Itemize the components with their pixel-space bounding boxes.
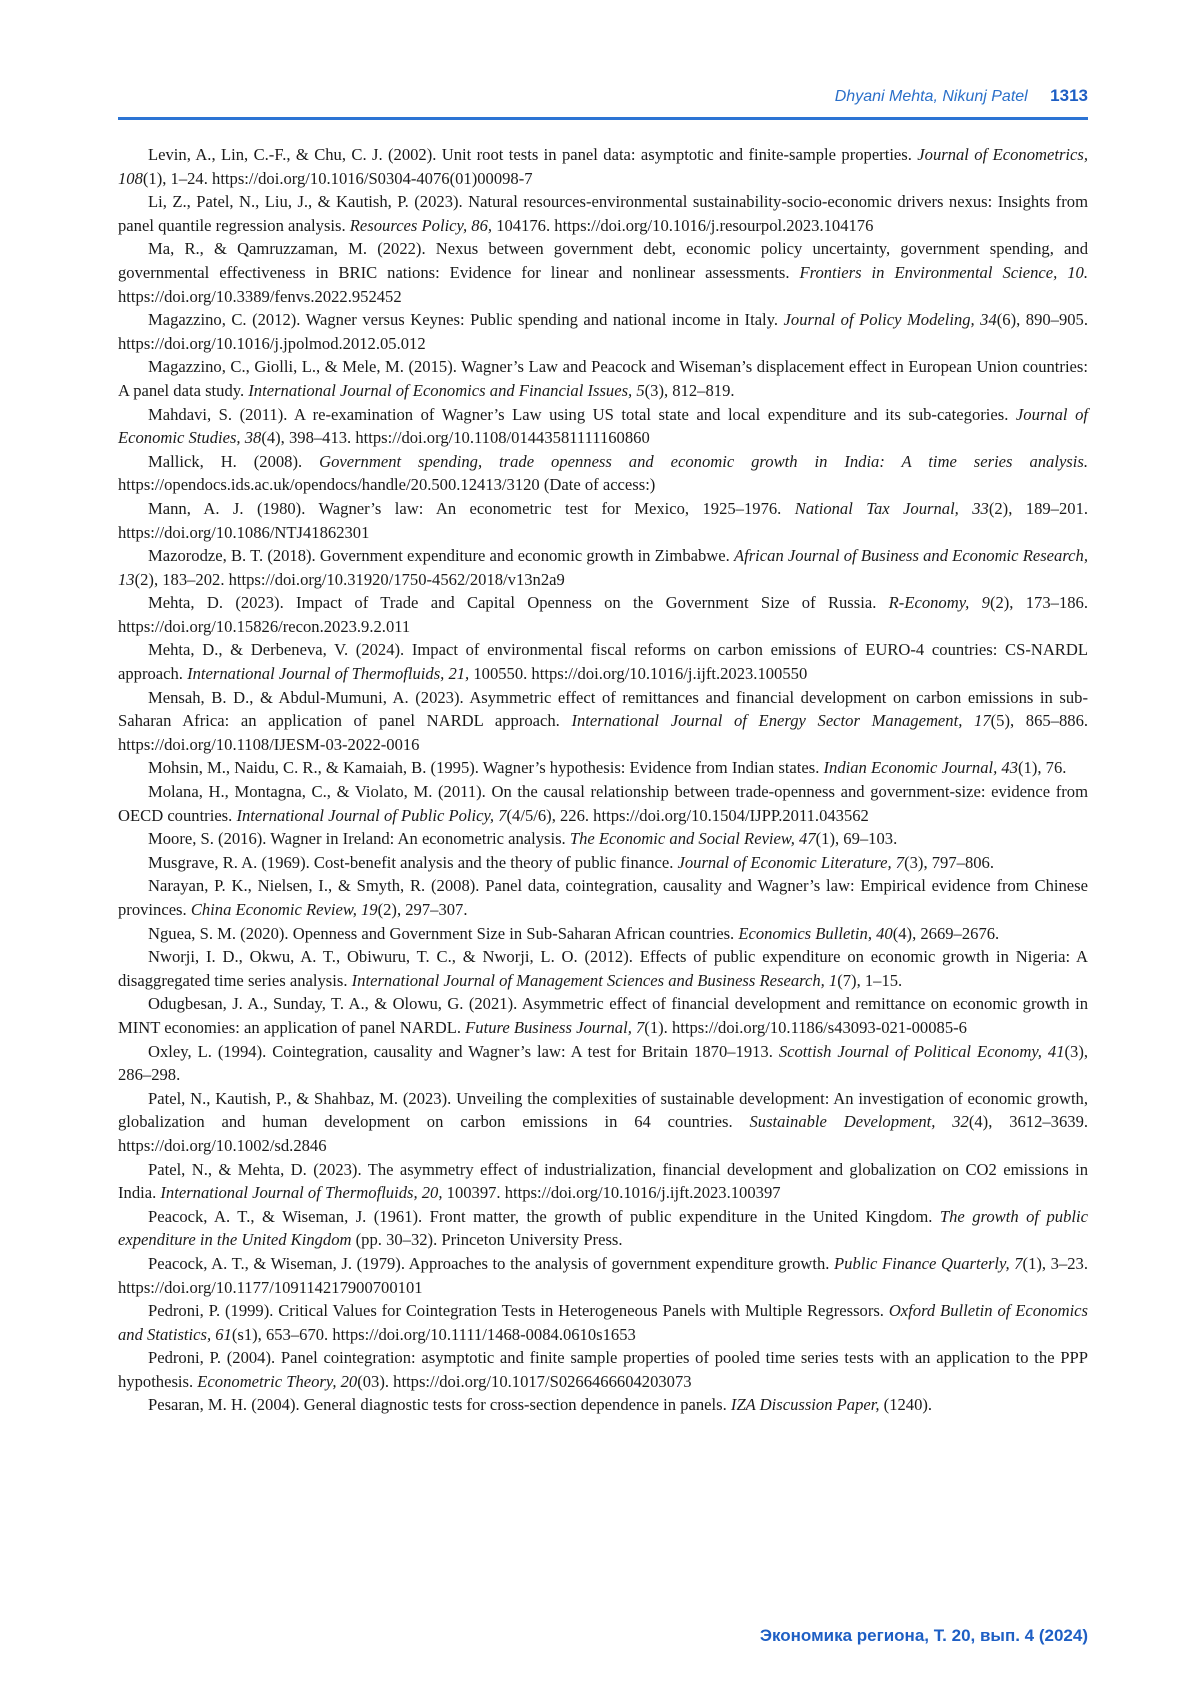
reference-details: 104176. https://doi.org/10.1016/j.resourpol.2023.104176 (492, 215, 874, 235)
reference-entry (118, 190, 1088, 237)
reference-source: The Economic and Social Review, 47 (569, 829, 816, 849)
reference-details: (4/5/6), 226. https://doi.org/10.1504/IJPP.2011.043562 (506, 805, 869, 825)
reference-details: (1), 3–23. https://doi.org/10.1177/109114217900700101 (118, 1253, 1088, 1297)
reference-entry (118, 1205, 1088, 1252)
reference-details: (1), 69–103. (815, 829, 898, 849)
reference-text: Magazzino, C., Giolli, L., & Mele, M. (2015). Wagner’s Law and Peacock and Wiseman’s displacement effect in European Union countries: A panel data study. (118, 357, 1088, 400)
reference-source: Future Business Journal, 7 (465, 1017, 645, 1037)
reference-entry (118, 922, 1088, 946)
reference-source: Resources Policy, 86, (349, 215, 493, 235)
reference-source: African Journal of Business and Economic Research, 13 (118, 546, 1088, 589)
reference-entry (118, 756, 1088, 780)
reference-details: (1). https://doi.org/10.1186/s43093-021-00085-6 (644, 1017, 967, 1037)
reference-text: Li, Z., Patel, N., Liu, J., & Kautish, P. (2023). Natural resources-environmental sustainability-socio-economic drivers nexus: Insights from panel quantile regression analysis. (118, 192, 1088, 235)
reference-details: (1), 76. (1018, 758, 1067, 778)
reference-entry (118, 1252, 1088, 1299)
reference-source: Journal of Econometrics, 108 (118, 145, 1088, 188)
reference-details: (2), 183–202. https://doi.org/10.31920/1750-4562/2018/v13n2a9 (134, 569, 565, 589)
reference-text: Pesaran, M. H. (2004). General diagnostic tests for cross-section dependence in panels. (148, 1395, 731, 1415)
header-authors: Dhyani Mehta, Nikunj Patel (834, 88, 1028, 105)
reference-source: National Tax Journal, 33 (794, 498, 989, 518)
header-rule (118, 117, 1088, 120)
reference-details: (pp. 30–32). Princeton University Press. (351, 1230, 623, 1250)
reference-source: International Journal of Thermofluids, 21, (187, 664, 470, 684)
reference-source: Journal of Economic Literature, 7 (677, 852, 905, 872)
reference-text: Mehta, D. (2023). Impact of Trade and Capital Openness on the Government Size of Russia. (148, 593, 889, 613)
reference-text: Odugbesan, J. A., Sunday, T. A., & Olowu, G. (2021). Asymmetric effect of financial development and remittance on economic growth in MINT economies: an application of panel NARDL. (118, 994, 1088, 1037)
reference-source: Journal of Policy Modeling, 34 (783, 310, 997, 330)
reference-entry (118, 1393, 1088, 1417)
reference-entry (118, 827, 1088, 851)
reference-details: 100397. https://doi.org/10.1016/j.ijft.2023.100397 (442, 1183, 781, 1203)
reference-list (118, 143, 1088, 1417)
reference-text: Mohsin, M., Naidu, C. R., & Kamaiah, B. (1995). Wagner’s hypothesis: Evidence from Indian states. (148, 758, 824, 778)
reference-details: 100550. https://doi.org/10.1016/j.ijft.2023.100550 (469, 664, 808, 684)
reference-entry (118, 686, 1088, 757)
reference-entry (118, 497, 1088, 544)
reference-source: International Journal of Management Sciences and Business Research, 1 (351, 970, 838, 990)
reference-details: (4), 3612–3639. https://doi.org/10.1002/sd.2846 (118, 1112, 1089, 1155)
reference-source: Sustainable Development, 32 (749, 1112, 969, 1132)
reference-details: (3), 797–806. (904, 852, 994, 872)
reference-entry (118, 945, 1088, 992)
reference-source: Frontiers in Environmental Science, 10. (799, 262, 1088, 282)
reference-text: Patel, N., & Mehta, D. (2023). The asymmetry effect of industrialization, financial development and globalization on CO2 emissions in India. (118, 1159, 1088, 1203)
reference-entry (118, 1087, 1088, 1158)
reference-text: Nworji, I. D., Okwu, A. T., Obiwuru, T. C., & Nworji, L. O. (2012). Effects of public expenditure on economic growth in Nigeria: A disaggregated time series analysis. (118, 947, 1088, 990)
reference-source: International Journal of Economics and Financial Issues, 5 (248, 380, 645, 400)
reference-text: Magazzino, C. (2012). Wagner versus Keynes: Public spending and national income in Italy. (148, 310, 784, 330)
reference-source: Econometric Theory, 20 (197, 1371, 358, 1391)
reference-details: (2), 189–201. https://doi.org/10.1086/NTJ41862301 (118, 498, 1089, 542)
reference-source: Oxford Bulletin of Economics and Statistics, 61 (118, 1301, 1089, 1344)
reference-details: (4), 2669–2676. (892, 923, 1000, 943)
reference-entry (118, 450, 1088, 497)
reference-source: Government spending, trade openness and economic growth in India: A time series analysis. (319, 451, 1088, 471)
reference-details: (3), 286–298. (118, 1041, 1088, 1085)
reference-entry (118, 237, 1088, 308)
reference-source: Scottish Journal of Political Economy, 41 (778, 1041, 1065, 1061)
reference-text: Nguea, S. M. (2020). Openness and Government Size in Sub-Saharan African countries. (148, 923, 739, 943)
reference-source: IZA Discussion Paper, (730, 1395, 880, 1415)
reference-text: Oxley, L. (1994). Cointegration, causality and Wagner’s law: A test for Britain 1870–1913. (148, 1041, 779, 1061)
reference-entry (118, 1299, 1088, 1346)
reference-entry (118, 403, 1088, 450)
reference-details: (1), 1–24. https://doi.org/10.1016/S0304-4076(01)00098-7 (142, 168, 533, 188)
reference-details: (s1), 653–670. https://doi.org/10.1111/1468-0084.0610s1653 (231, 1324, 636, 1344)
reference-entry (118, 992, 1088, 1039)
reference-entry (118, 308, 1088, 355)
reference-text: Patel, N., Kautish, P., & Shahbaz, M. (2023). Unveiling the complexities of sustainable development: An investigation of economic growth, globalization and human development on carbon emissions in 64 countries. (118, 1088, 1088, 1132)
reference-details: (1240). (879, 1395, 933, 1415)
reference-text: Peacock, A. T., & Wiseman, J. (1961). Front matter, the growth of public expenditure in the United Kingdom. (148, 1206, 940, 1226)
reference-text: Musgrave, R. A. (1969). Cost-benefit analysis and the theory of public finance. (148, 852, 678, 872)
reference-source: Journal of Economic Studies, 38 (118, 404, 1088, 448)
reference-text: Mahdavi, S. (2011). A re-examination of Wagner’s Law using US total state and local expenditure and its sub-categories. (148, 404, 1016, 424)
reference-entry (118, 355, 1088, 402)
reference-details: (3), 812–819. (644, 380, 735, 400)
reference-text: Mann, A. J. (1980). Wagner’s law: An econometric test for Mexico, 1925–1976. (148, 498, 795, 518)
reference-entry (118, 851, 1088, 875)
reference-text: Moore, S. (2016). Wagner in Ireland: An econometric analysis. (148, 829, 570, 849)
reference-text: Mallick, H. (2008). (148, 451, 320, 471)
reference-entry (118, 638, 1088, 685)
reference-text: Pedroni, P. (1999). Critical Values for Cointegration Tests in Heterogeneous Panels with Multiple Regressors. (148, 1301, 889, 1321)
reference-text: Levin, A., Lin, C.-F., & Chu, C. J. (2002). Unit root tests in panel data: asymptotic and finite-sample properties. (148, 145, 918, 164)
reference-details: (6), 890–905. https://doi.org/10.1016/j.jpolmod.2012.05.012 (118, 310, 1089, 353)
running-header (118, 86, 1088, 114)
reference-text: Narayan, P. K., Nielsen, I., & Smyth, R. (2008). Panel data, cointegration, causality and Wagner’s law: Empirical evidence from Chinese provinces. (118, 876, 1088, 919)
reference-text: Mazorodze, B. T. (2018). Government expenditure and economic growth in Zimbabwe. (148, 546, 734, 566)
reference-entry (118, 1158, 1088, 1205)
reference-details: (2), 297–307. (377, 900, 468, 919)
reference-source: International Journal of Thermofluids, 20, (160, 1183, 443, 1203)
reference-details: (2), 173–186. https://doi.org/10.15826/recon.2023.9.2.011 (118, 593, 1088, 636)
reference-details: (03). https://doi.org/10.1017/S0266466604203073 (357, 1371, 692, 1391)
reference-entry (118, 874, 1088, 921)
reference-source: International Journal of Energy Sector Management, 17 (571, 711, 991, 731)
reference-details: (5), 865–886. https://doi.org/10.1108/IJESM-03-2022-0016 (118, 711, 1089, 754)
reference-source: Economics Bulletin, 40 (738, 923, 893, 943)
reference-entry (118, 1346, 1088, 1393)
reference-text: Mensah, B. D., & Abdul-Mumuni, A. (2023). Asymmetric effect of remittances and financial development on carbon emissions in sub-Saharan Africa: an application of panel NARDL approach. (118, 687, 1088, 731)
page-number: 1313 (1050, 86, 1088, 105)
reference-details: https://doi.org/10.3389/fenvs.2022.952452 (118, 286, 402, 306)
reference-details: (4), 398–413. https://doi.org/10.1108/01443581111160860 (261, 428, 650, 448)
reference-source: R-Economy, 9 (888, 593, 990, 613)
reference-text: Ma, R., & Qamruzzaman, M. (2022). Nexus between government debt, economic policy uncertainty, government spending, and governmental effectiveness in BRIC nations: Evidence for linear and nonlinear assessments. (118, 239, 1088, 282)
journal-footer: Экономика региона, Т. 20, вып. 4 (2024) (759, 1626, 1088, 1645)
reference-source: Public Finance Quarterly, 7 (834, 1253, 1023, 1273)
reference-source: International Journal of Public Policy, 7 (236, 805, 507, 825)
reference-entry (118, 143, 1088, 190)
reference-details: (7), 1–15. (837, 970, 903, 990)
reference-entry (118, 591, 1088, 638)
reference-details: https://opendocs.ids.ac.uk/opendocs/handle/20.500.12413/3120 (Date of access:) (118, 475, 656, 495)
reference-source: Indian Economic Journal, 43 (823, 758, 1019, 778)
reference-text: Mehta, D., & Derbeneva, V. (2024). Impact of environmental fiscal reforms on carbon emissions of EURO-4 countries: CS-NARDL approach. (118, 640, 1088, 684)
reference-text: Molana, H., Montagna, C., & Violato, M. (2011). On the causal relationship between trade-openness and government-size: evidence from OECD countries. (118, 782, 1088, 825)
reference-text: Peacock, A. T., & Wiseman, J. (1979). Approaches to the analysis of government expenditure growth. (148, 1253, 835, 1273)
reference-source: China Economic Review, 19 (190, 900, 378, 919)
reference-entry (118, 544, 1088, 591)
reference-entry (118, 780, 1088, 827)
reference-source: The growth of public expenditure in the United Kingdom (118, 1206, 1088, 1250)
reference-entry (118, 1040, 1088, 1087)
reference-text: Pedroni, P. (2004). Panel cointegration: asymptotic and finite sample properties of pooled time series tests with an application to the PPP hypothesis. (118, 1348, 1088, 1391)
